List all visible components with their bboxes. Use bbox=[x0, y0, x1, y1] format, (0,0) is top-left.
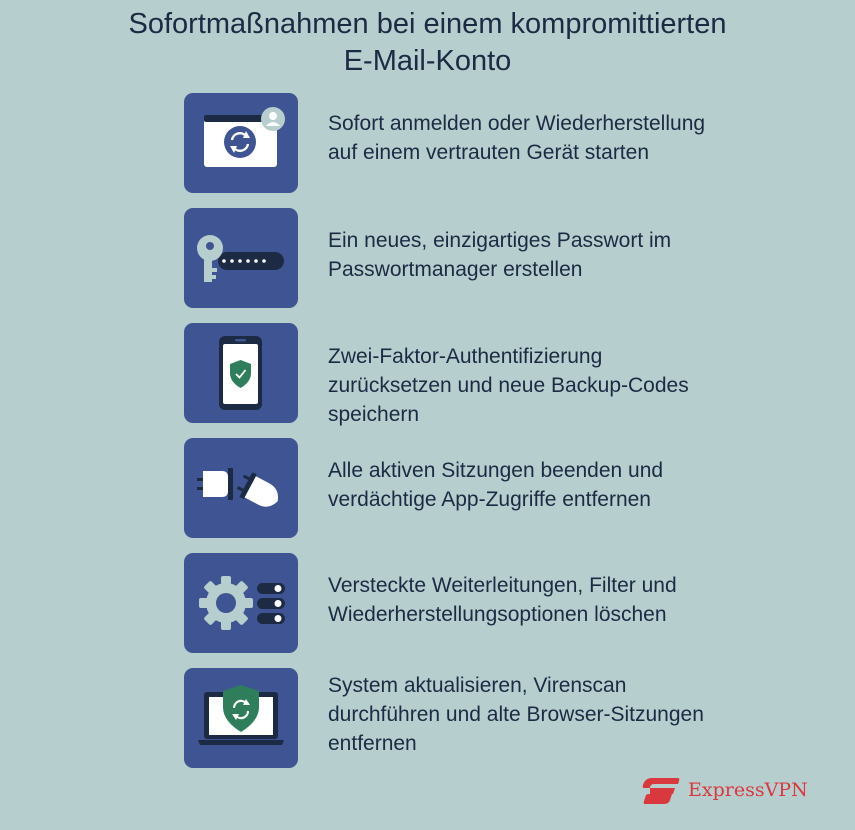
step-5-text: Versteckte Weiterleitungen, Filter und Wiederherstellungsoptionen löschen bbox=[328, 574, 677, 626]
account-recovery-icon bbox=[184, 93, 298, 193]
step-4-text: Alle aktiven Sitzungen beenden und verdächtige App-Zugriffe entfernen bbox=[328, 459, 664, 511]
brand-name: ExpressVPN bbox=[688, 779, 808, 801]
unplug-icon bbox=[184, 438, 298, 538]
title-line-1: Sofortmaßnahmen bei einem kompromittierten bbox=[128, 8, 727, 40]
title-line-2: E-Mail-Konto bbox=[343, 45, 512, 77]
expressvpn-logo-icon bbox=[642, 776, 682, 806]
settings-gear-icon bbox=[184, 553, 298, 653]
key-password-icon bbox=[184, 208, 298, 308]
step-3-text: Zwei-Faktor-Authentifizierung zurücksetzen und neue Backup-Codes speichern bbox=[328, 345, 689, 426]
brand-logo bbox=[642, 776, 808, 806]
step-1 bbox=[184, 93, 824, 193]
step-1-text: Sofort anmelden oder Wiederherstellung auf einem vertrauten Gerät starten bbox=[328, 112, 706, 164]
step-2-text: Ein neues, einzigartiges Passwort im Passwortmanager erstellen bbox=[328, 229, 672, 281]
page-title bbox=[0, 6, 855, 80]
step-3 bbox=[184, 323, 824, 426]
step-2 bbox=[184, 208, 824, 308]
phone-shield-icon bbox=[184, 323, 298, 423]
step-6-text: System aktualisieren, Virenscan durchführen und alte Browser-Sitzungen entfernen bbox=[328, 674, 704, 755]
step-5 bbox=[184, 553, 824, 653]
step-6 bbox=[184, 668, 824, 768]
laptop-shield-icon bbox=[184, 668, 298, 768]
step-4 bbox=[184, 438, 824, 538]
